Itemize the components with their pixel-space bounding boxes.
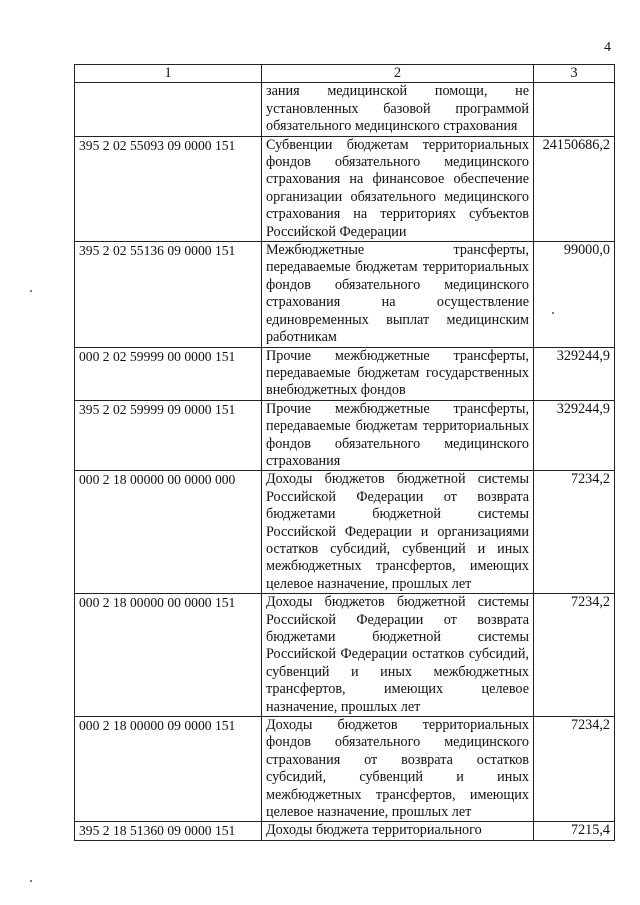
budget-code: 395 2 02 55093 09 0000 151	[75, 136, 262, 241]
table-row	[75, 822, 615, 840]
revenue-description: Доходы бюджетов бюджетной системы Российской Федерации от возврата бюджетами бюджетной системы Российской Федерации остатков субсидий, субвенций и иных межбюджетных трансфертов, имеющих целевое назначение, прошлых лет	[262, 594, 534, 717]
table-row	[75, 594, 615, 717]
revenue-description: Прочие межбюджетные трансферты, передаваемые бюджетам государственных внебюджетных фондов	[262, 347, 534, 400]
scan-speck	[30, 880, 32, 882]
revenue-description: Доходы бюджета территориального	[262, 822, 534, 840]
revenue-amount: 329244,9	[534, 347, 615, 400]
revenue-amount: 329244,9	[534, 400, 615, 471]
revenue-description: зания медицинской помощи, не установленных базовой программой обязательного медицинского страхования	[262, 83, 534, 136]
table-row	[75, 242, 615, 347]
column-header-description: 2	[262, 65, 534, 83]
budget-code: 000 2 18 00000 00 0000 151	[75, 594, 262, 717]
budget-code: 000 2 18 00000 00 0000 000	[75, 471, 262, 594]
budget-code: 000 2 02 59999 00 0000 151	[75, 347, 262, 400]
revenue-amount: 7234,2	[534, 717, 615, 822]
revenue-description: Доходы бюджетов территориальных фондов обязательного медицинского страхования от возврата остатков субсидий, субвенций и иных межбюджетных трансфертов, имеющих целевое назначение, прошлых лет	[262, 717, 534, 822]
revenue-description: Доходы бюджетов бюджетной системы Российской Федерации от возврата бюджетами бюджетной системы Российской Федерации и организациями остатков субсидий, субвенций и иных межбюджетных трансфертов, имеющих целевое назначение, прошлых лет	[262, 471, 534, 594]
table-header-row	[75, 65, 615, 83]
scan-speck	[30, 290, 32, 292]
table-row	[75, 471, 615, 594]
revenue-description: Межбюджетные трансферты, передаваемые бюджетам территориальных фондов обязательного медицинского страхования на осуществление единовременных выплат медицинским работникам	[262, 242, 534, 347]
page-number: 4	[604, 40, 611, 55]
column-header-code: 1	[75, 65, 262, 83]
table-row	[75, 717, 615, 822]
budget-code: 395 2 02 59999 09 0000 151	[75, 400, 262, 471]
budget-code: 395 2 18 51360 09 0000 151	[75, 822, 262, 840]
table-row	[75, 400, 615, 471]
revenue-amount: 99000,0	[534, 242, 615, 347]
table-row	[75, 136, 615, 241]
revenue-amount: 24150686,2	[534, 136, 615, 241]
table-row	[75, 347, 615, 400]
budget-code: 000 2 18 00000 09 0000 151	[75, 717, 262, 822]
budget-revenue-table	[74, 64, 615, 841]
revenue-description: Прочие межбюджетные трансферты, передаваемые бюджетам территориальных фондов обязательного медицинского страхования	[262, 400, 534, 471]
revenue-amount: 7215,4	[534, 822, 615, 840]
scan-speck	[552, 312, 554, 314]
revenue-amount	[534, 83, 615, 136]
budget-code	[75, 83, 262, 136]
budget-code: 395 2 02 55136 09 0000 151	[75, 242, 262, 347]
revenue-amount: 7234,2	[534, 471, 615, 594]
revenue-description: Субвенции бюджетам территориальных фондов обязательного медицинского страхования на финансовое обеспечение организации обязательного медицинского страхования на территориях субъектов Российской Федерации	[262, 136, 534, 241]
revenue-amount: 7234,2	[534, 594, 615, 717]
column-header-amount: 3	[534, 65, 615, 83]
table-row	[75, 83, 615, 136]
